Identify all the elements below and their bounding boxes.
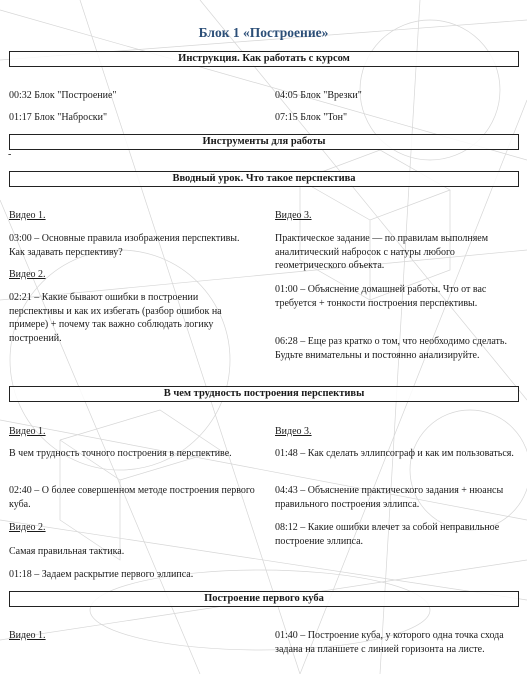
intro-video-2-label[interactable]: Видео 2. xyxy=(9,269,46,280)
tools-placeholder-text: - xyxy=(8,149,12,160)
intro-video-1-text: 03:00 – Основные правила изображения перспективы. Как задавать перспективу? xyxy=(9,233,240,258)
page-title: Блок 1 «Построение» xyxy=(198,25,329,40)
intro-video-1-label[interactable]: Видео 1. xyxy=(9,210,46,221)
difficulty-video-2-text: Самая правильная тактика. xyxy=(9,546,125,557)
difficulty-video-3-ellipsograph: 01:48 – Как сделать эллипсограф и как им пользоваться. xyxy=(275,448,514,459)
intro-video-3-task: Практическое задание — по правилам выполняем аналитический набросок с натуры любого геометрического объекта. xyxy=(275,233,489,271)
section-header-difficulty: В чем трудность построения перспективы xyxy=(9,386,519,402)
cube-video-1-text: 01:40 – Построение куба, у которого одна точка схода задана на планшете с линией горизонта на листе. xyxy=(275,630,504,655)
section-header-cube: Построение первого куба xyxy=(9,591,519,607)
difficulty-video-1-method: 02:40 – О более совершенном методе построения первого куба. xyxy=(9,485,255,510)
instruction-item-3[interactable]: 04:05 Блок "Врезки" xyxy=(275,90,362,101)
difficulty-video-3-label[interactable]: Видео 3. xyxy=(275,426,312,437)
difficulty-video-2-ellipse: 01:18 – Задаем раскрытие первого эллипса. xyxy=(9,569,194,580)
cube-video-1-label[interactable]: Видео 1. xyxy=(9,630,46,641)
intro-video-2-text: 02:21 – Какие бывают ошибки в построении перспективы и как их избегать (разбор ошибок на примере) + почему так важно соблюдать логику построений. xyxy=(9,292,222,344)
intro-video-3-label[interactable]: Видео 3. xyxy=(275,210,312,221)
instruction-item-2[interactable]: 01:17 Блок "Наброски" xyxy=(9,112,108,123)
instruction-item-4[interactable]: 07:15 Блок "Тон" xyxy=(275,112,348,123)
section-header-intro: Вводный урок. Что такое перспектива xyxy=(9,171,519,187)
instruction-item-1[interactable]: 00:32 Блок "Построение" xyxy=(9,90,117,101)
difficulty-video-3-task: 04:43 – Объяснение практического задания + нюансы правильного построения эллипса. xyxy=(275,485,504,510)
section-header-instruction: Инструкция. Как работать с курсом xyxy=(9,51,519,67)
intro-video-3-homework: 01:00 – Объяснение домашней работы. Что от вас требуется + тонкости построения перспективы. xyxy=(275,284,487,309)
difficulty-video-1-label[interactable]: Видео 1. xyxy=(9,426,46,437)
section-header-tools: Инструменты для работы xyxy=(9,134,519,150)
difficulty-video-2-label[interactable]: Видео 2. xyxy=(9,522,46,533)
difficulty-video-1-text: В чем трудность точного построения в перспективе. xyxy=(9,448,232,459)
intro-video-3-summary: 06:28 – Еще раз кратко о том, что необходимо сделать. Будьте внимательны и постоянно анализируйте. xyxy=(275,336,507,361)
difficulty-video-3-errors: 08:12 – Какие ошибки влечет за собой неправильное построение эллипса. xyxy=(275,522,500,547)
